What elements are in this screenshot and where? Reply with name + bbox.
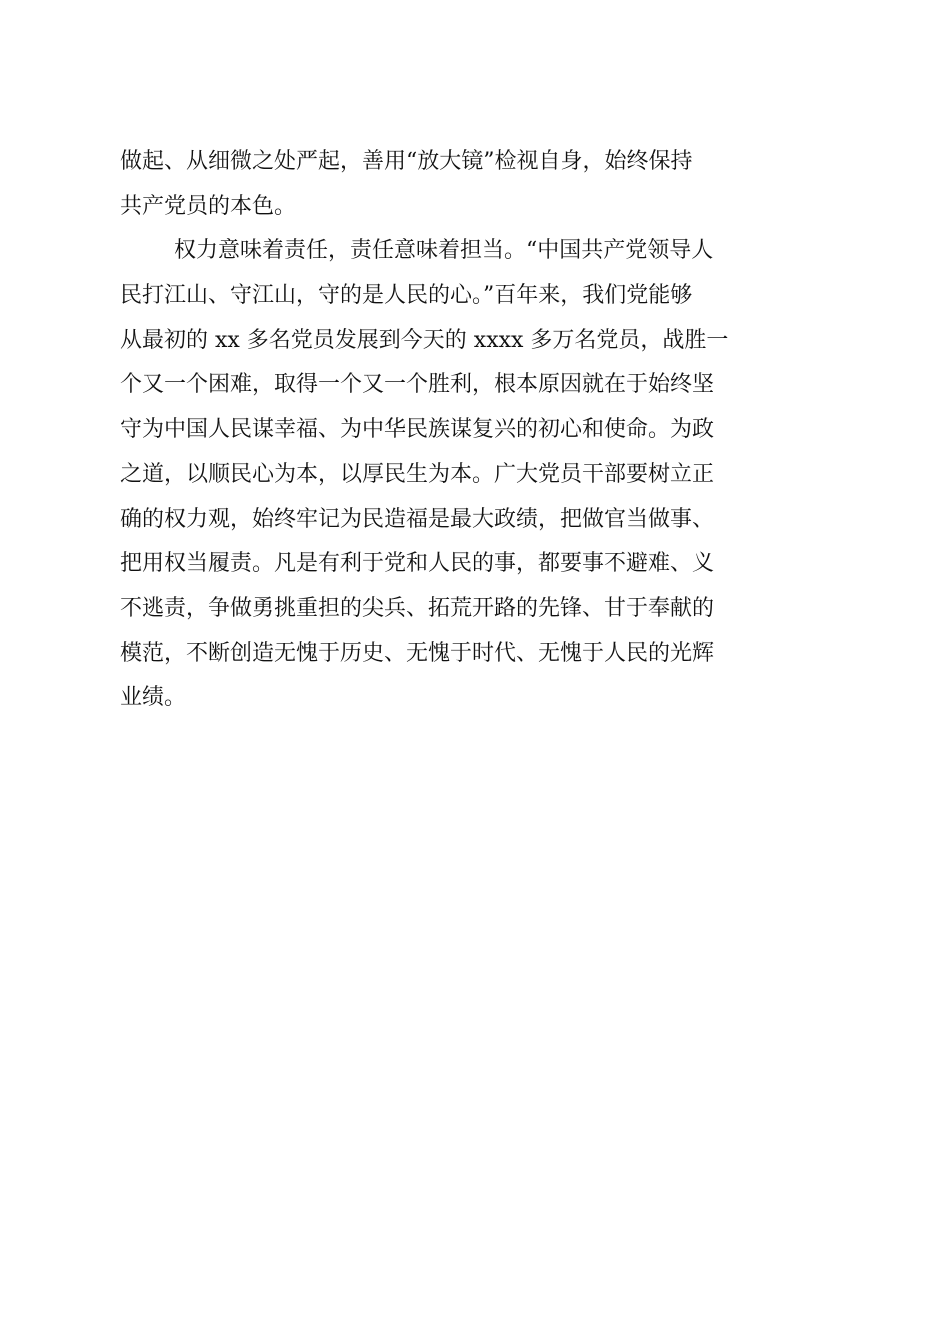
paragraph-2-line-1: 权力意味着责任，责任意味着担当。“中国共产党领导人 (174, 238, 714, 264)
site-2-line (120, 810, 822, 855)
wechat-public-line (120, 989, 822, 1034)
paragraph-1-line-2: 共产党员的本色。 (120, 193, 297, 219)
paragraph-2-line-9: 不逃责，争做勇挑重担的尖兵、拓荒开路的先锋、甘于奉献的 (120, 595, 715, 621)
paragraph-1-line-1: 做起、从细微之处严起，善用“放大镜”检视自身，始终保持 (120, 149, 693, 174)
paragraph-2-line-3: 从最初的 xx 多名党员发展到今天的 xxxx 多万名党员，战胜一 (120, 327, 729, 353)
paragraph-2-line-5: 守为中国人民谋幸福、为中华民族谋复兴的初心和使命。为政 (120, 417, 715, 443)
paragraph-2-line-2: 民打江山、守江山，守的是人民的心。”百年来，我们党能够 (120, 283, 693, 309)
paragraph-2-line-7: 确的权力观，始终牢记为民造福是最大政绩，把做官当做事、 (120, 506, 715, 532)
site-1-line (120, 721, 822, 766)
site-1-url (120, 766, 822, 811)
paragraph-2-line-8: 把用权当履责。凡是有利于党和人民的事，都要事不避难、义 (120, 551, 715, 577)
paragraph-2-line-4: 个又一个困难，取得一个又一个胜利，根本原因就在于始终坚 (120, 372, 715, 398)
notice-line-2 (120, 900, 822, 945)
paragraph-2-line-6: 之道，以顺民心为本，以厚民生为本。广大党员干部要树立正 (120, 461, 715, 487)
paragraph-2-line-11: 业绩。 (120, 685, 187, 711)
wechat-service-line (120, 944, 822, 989)
notice-line-1 (120, 855, 822, 900)
paragraph-2-line-10: 模范，不断创造无愧于历史、无愧于时代、无愧于人民的光辉 (120, 640, 715, 666)
document-body (120, 140, 822, 1034)
